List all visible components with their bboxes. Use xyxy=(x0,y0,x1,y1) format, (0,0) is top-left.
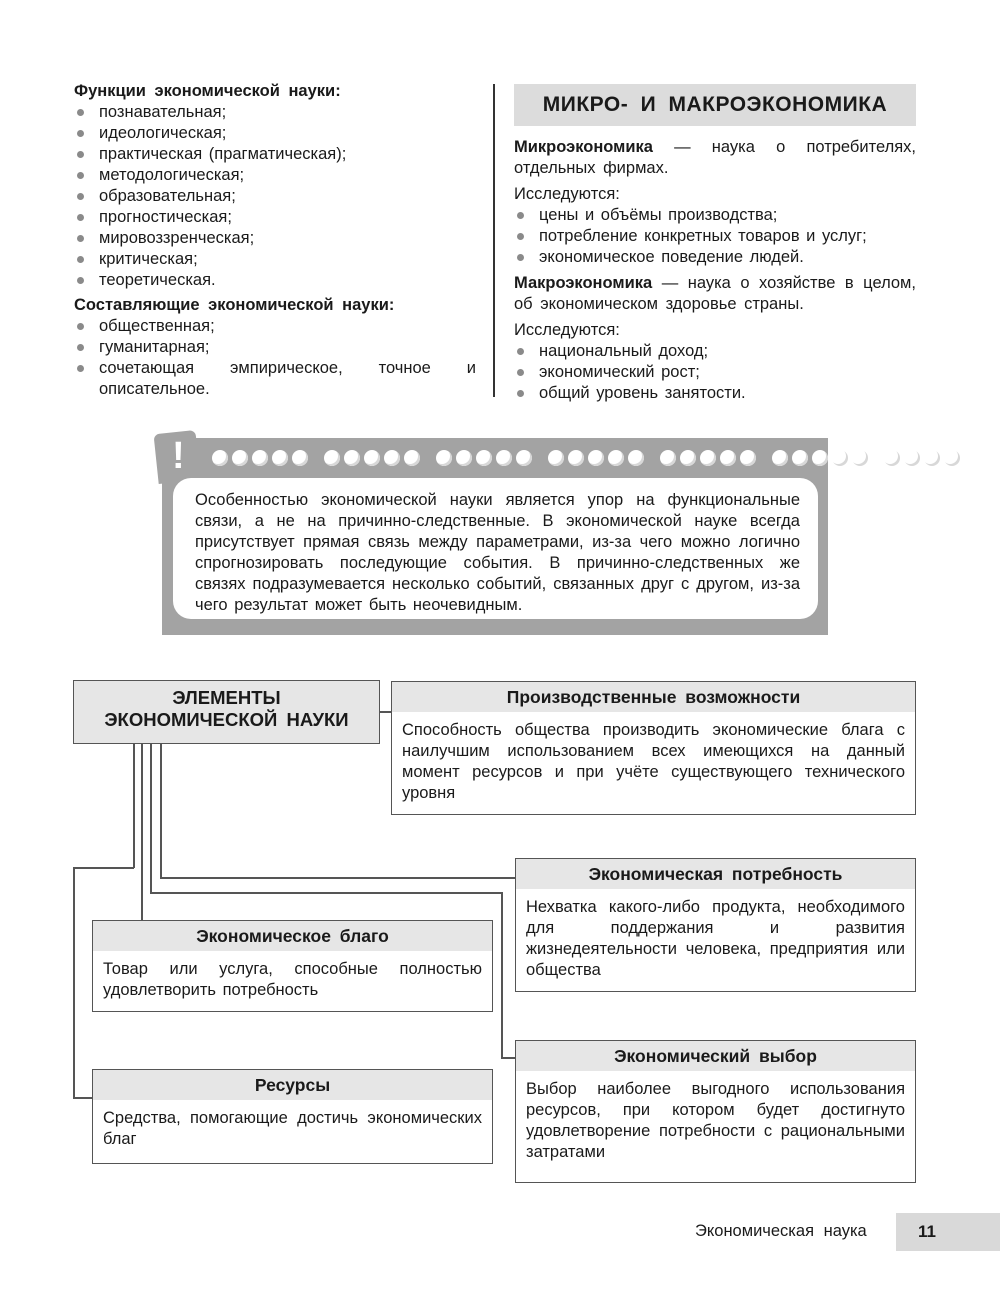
root-line1: ЭЛЕМЕНТЫ xyxy=(172,687,281,708)
exclamation-icon: ! xyxy=(172,435,185,477)
connector-choice-v2 xyxy=(501,892,503,1058)
list-item: общий уровень занятости. xyxy=(514,383,916,404)
list-item: критическая; xyxy=(74,249,476,270)
connector-resources-h xyxy=(73,867,134,869)
hole-icon xyxy=(852,450,868,466)
node-production xyxy=(391,681,916,815)
connector-choice-h2 xyxy=(501,1057,516,1059)
list-item: потребление конкретных товаров и услуг; xyxy=(514,226,916,247)
hole-icon xyxy=(660,450,676,466)
callout-content xyxy=(173,478,818,619)
list-item: методологическая; xyxy=(74,165,476,186)
hole-icon xyxy=(700,450,716,466)
root-line2: ЭКОНОМИЧЕСКОЙ НАУКИ xyxy=(104,709,349,730)
hole-icon xyxy=(628,450,644,466)
connector-need-h xyxy=(160,877,516,879)
section-title: МИКРО- И МАКРОЭКОНОМИКА xyxy=(514,84,916,126)
micro-studied-label: Исследуются: xyxy=(514,185,620,203)
hole-icon xyxy=(680,450,696,466)
hole-icon xyxy=(792,450,808,466)
hole-icon xyxy=(740,450,756,466)
connector-resources-v2 xyxy=(73,867,75,1098)
node-need xyxy=(515,858,916,992)
hole-icon xyxy=(232,450,248,466)
list-item: гуманитарная; xyxy=(74,337,476,358)
macro-term: Макроэкономика xyxy=(514,274,653,292)
node-title: Ресурсы xyxy=(93,1070,492,1100)
column-divider xyxy=(493,84,495,397)
node-good xyxy=(92,920,493,1012)
node-title: Экономическая потребность xyxy=(516,859,915,889)
node-title: Экономическое благо xyxy=(93,921,492,951)
connector-choice-v1 xyxy=(150,744,152,893)
node-choice xyxy=(515,1040,916,1183)
connector-resources-v1 xyxy=(133,744,135,868)
hole-icon xyxy=(364,450,380,466)
hole-icon xyxy=(516,450,532,466)
components-list xyxy=(74,316,476,400)
hole-icon xyxy=(456,450,472,466)
hole-icon xyxy=(548,450,564,466)
macro-studied-label: Исследуются: xyxy=(514,321,620,339)
node-text: Средства, помогающие достичь экономических благ xyxy=(103,1109,482,1148)
left-column xyxy=(74,81,476,400)
macro-definition xyxy=(514,273,916,315)
list-item: познавательная; xyxy=(74,102,476,123)
node-text: Способность общества производить экономические блага с наилучшим использованием всех имеющихся на данный момент ресурсов и при учёте существующего технического уровня xyxy=(402,721,905,802)
list-item: практическая (прагматическая); xyxy=(74,144,476,165)
macro-definition-text: — наука о хозяйстве в целом, об экономическом здоровье страны. xyxy=(514,274,916,313)
node-text: Нехватка какого-либо продукта, необходимого для поддержания и развития жизнедеятельности человека, предприятия или общества xyxy=(526,898,905,979)
list-item: идеологическая; xyxy=(74,123,476,144)
hole-icon xyxy=(812,450,828,466)
components-heading: Составляющие экономической науки: xyxy=(74,296,395,314)
list-item: прогностическая; xyxy=(74,207,476,228)
node-title: Производственные возможности xyxy=(392,682,915,712)
footer-section-name: Экономическая наука xyxy=(695,1222,867,1240)
list-item: сочетающая эмпирическое, точное и описательное. xyxy=(74,358,476,400)
hole-icon xyxy=(344,450,360,466)
callout-box xyxy=(162,435,828,635)
hole-icon xyxy=(272,450,288,466)
hole-icon xyxy=(252,450,268,466)
connector-good xyxy=(141,744,143,921)
hole-icon xyxy=(720,450,736,466)
diagram-root xyxy=(73,680,380,744)
hole-icon xyxy=(476,450,492,466)
hole-icon xyxy=(496,450,512,466)
hole-icon xyxy=(588,450,604,466)
functions-heading: Функции экономической науки: xyxy=(74,82,341,100)
functions-list xyxy=(74,102,476,291)
list-item: экономическое поведение людей. xyxy=(514,247,916,268)
spiral-holes xyxy=(212,450,960,466)
hole-icon xyxy=(324,450,340,466)
hole-icon xyxy=(404,450,420,466)
hole-icon xyxy=(568,450,584,466)
list-item: мировоззренческая; xyxy=(74,228,476,249)
hole-icon xyxy=(832,450,848,466)
hole-icon xyxy=(904,450,920,466)
micro-term: Микроэкономика xyxy=(514,138,653,156)
hole-icon xyxy=(212,450,228,466)
node-resources xyxy=(92,1069,493,1164)
right-column xyxy=(514,84,916,404)
hole-icon xyxy=(608,450,624,466)
connector-resources-h2 xyxy=(73,1097,93,1099)
macro-list xyxy=(514,341,916,404)
hole-icon xyxy=(436,450,452,466)
hole-icon xyxy=(292,450,308,466)
connector-need-v xyxy=(160,744,162,878)
list-item: образовательная; xyxy=(74,186,476,207)
micro-definition xyxy=(514,137,916,179)
hole-icon xyxy=(384,450,400,466)
list-item: общественная; xyxy=(74,316,476,337)
callout-text: Особенностью экономической науки является упор на функциональные связи, а не на причинно-следственные. В экономической науке всегда присутствует прямая связь между параметрами, из-за чего можно логично спрогнозировать последующие события. В причинно-следственных же связях подразумевается несколько событий, связанных друг с другом, из-за чего результат может быть неочевидным. xyxy=(195,491,800,614)
list-item: национальный доход; xyxy=(514,341,916,362)
node-title: Экономический выбор xyxy=(516,1041,915,1071)
hole-icon xyxy=(944,450,960,466)
micro-list xyxy=(514,205,916,268)
list-item: теоретическая. xyxy=(74,270,476,291)
hole-icon xyxy=(884,450,900,466)
node-text: Выбор наиболее выгодного использования ресурсов, при котором будет достигнуто удовлетворение потребности с рациональными затратами xyxy=(526,1080,905,1161)
hole-icon xyxy=(772,450,788,466)
list-item: экономический рост; xyxy=(514,362,916,383)
page-number: 11 xyxy=(896,1213,1000,1251)
hole-icon xyxy=(924,450,940,466)
micro-definition-text: — наука о потребителях, отдельных фирмах. xyxy=(514,138,916,177)
connector-choice-h xyxy=(150,892,502,894)
node-text: Товар или услуга, способные полностью удовлетворить потребность xyxy=(103,960,482,999)
list-item: цены и объёмы производства; xyxy=(514,205,916,226)
